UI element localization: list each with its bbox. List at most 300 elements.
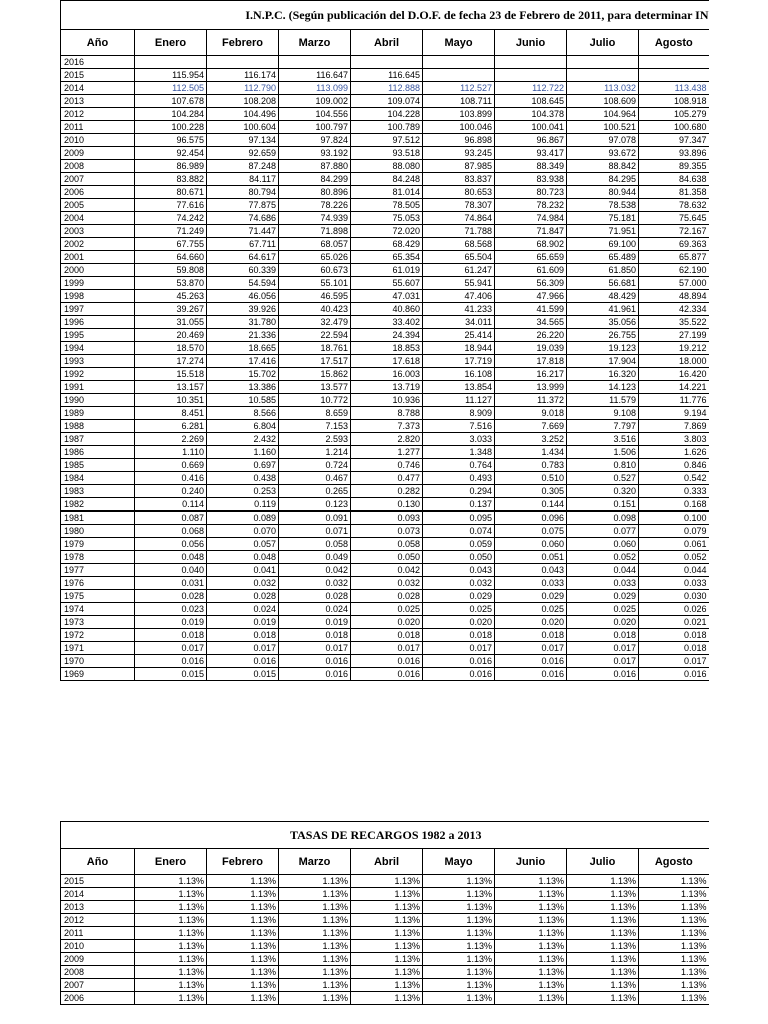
- value-cell: 17.904: [567, 355, 639, 368]
- value-cell: 47.966: [495, 290, 567, 303]
- value-cell: 0.846: [639, 459, 709, 472]
- value-cell: 1.13%: [495, 940, 567, 953]
- value-cell: 0.018: [423, 629, 495, 642]
- value-cell: 26.755: [567, 329, 639, 342]
- table-row: [61, 433, 709, 446]
- year-cell: 1991: [61, 381, 135, 394]
- year-cell: 2006: [61, 186, 135, 199]
- value-cell: 0.018: [495, 629, 567, 642]
- column-header: Abril: [351, 849, 423, 875]
- value-cell: 104.496: [207, 108, 279, 121]
- value-cell: 1.13%: [423, 940, 495, 953]
- value-cell: 17.719: [423, 355, 495, 368]
- value-cell: [495, 69, 567, 82]
- value-cell: 97.512: [351, 134, 423, 147]
- value-cell: 10.936: [351, 394, 423, 407]
- value-cell: 0.477: [351, 472, 423, 485]
- value-cell: 0.016: [279, 668, 351, 681]
- column-header: Agosto: [639, 849, 709, 875]
- year-cell: 2010: [61, 134, 135, 147]
- value-cell: 45.263: [135, 290, 207, 303]
- value-cell: 64.617: [207, 251, 279, 264]
- year-cell: 2004: [61, 212, 135, 225]
- table-row: [61, 875, 709, 888]
- value-cell: 100.228: [135, 121, 207, 134]
- value-cell: 31.780: [207, 316, 279, 329]
- value-cell: 0.018: [279, 629, 351, 642]
- year-cell: 1977: [61, 564, 135, 577]
- value-cell: 83.882: [135, 173, 207, 186]
- value-cell: 113.438: [639, 82, 709, 95]
- table-row: [61, 225, 709, 238]
- value-cell: 88.080: [351, 160, 423, 173]
- value-cell: 104.284: [135, 108, 207, 121]
- value-cell: 0.057: [207, 538, 279, 551]
- table-row: [61, 160, 709, 173]
- value-cell: 0.048: [207, 551, 279, 564]
- value-cell: 1.13%: [351, 888, 423, 901]
- value-cell: 1.13%: [279, 992, 351, 1005]
- value-cell: 0.019: [207, 616, 279, 629]
- value-cell: 1.13%: [135, 914, 207, 927]
- value-cell: 1.13%: [135, 966, 207, 979]
- value-cell: 64.660: [135, 251, 207, 264]
- column-header: Agosto: [639, 30, 709, 56]
- year-cell: 2011: [61, 927, 135, 940]
- value-cell: 0.764: [423, 459, 495, 472]
- value-cell: 80.653: [423, 186, 495, 199]
- value-cell: 1.348: [423, 446, 495, 459]
- value-cell: 11.776: [639, 394, 709, 407]
- value-cell: 0.050: [351, 551, 423, 564]
- value-cell: 84.248: [351, 173, 423, 186]
- year-cell: 1975: [61, 590, 135, 603]
- value-cell: 78.538: [567, 199, 639, 212]
- value-cell: 0.051: [495, 551, 567, 564]
- value-cell: 18.570: [135, 342, 207, 355]
- value-cell: 0.015: [207, 668, 279, 681]
- value-cell: 1.13%: [351, 953, 423, 966]
- value-cell: 0.017: [135, 642, 207, 655]
- value-cell: 0.467: [279, 472, 351, 485]
- value-cell: 0.542: [639, 472, 709, 485]
- value-cell: 14.123: [567, 381, 639, 394]
- value-cell: 1.13%: [567, 966, 639, 979]
- value-cell: 0.025: [567, 603, 639, 616]
- value-cell: 74.242: [135, 212, 207, 225]
- value-cell: 3.516: [567, 433, 639, 446]
- value-cell: 42.334: [639, 303, 709, 316]
- value-cell: 0.438: [207, 472, 279, 485]
- value-cell: 77.875: [207, 199, 279, 212]
- value-cell: 0.091: [279, 511, 351, 525]
- value-cell: 33.402: [351, 316, 423, 329]
- value-cell: 65.877: [639, 251, 709, 264]
- table-row: [61, 888, 709, 901]
- table-row: [61, 251, 709, 264]
- year-cell: 1989: [61, 407, 135, 420]
- table-row: [61, 342, 709, 355]
- table-row: [61, 901, 709, 914]
- value-cell: 100.521: [567, 121, 639, 134]
- value-cell: 0.020: [423, 616, 495, 629]
- value-cell: 1.13%: [423, 953, 495, 966]
- value-cell: 81.358: [639, 186, 709, 199]
- year-cell: 1996: [61, 316, 135, 329]
- column-header: Junio: [495, 849, 567, 875]
- value-cell: 0.100: [639, 511, 709, 525]
- value-cell: 0.783: [495, 459, 567, 472]
- value-cell: 35.522: [639, 316, 709, 329]
- value-cell: 0.016: [351, 655, 423, 668]
- value-cell: 0.060: [495, 538, 567, 551]
- table-row: [61, 290, 709, 303]
- value-cell: 92.454: [135, 147, 207, 160]
- value-cell: 2.269: [135, 433, 207, 446]
- value-cell: 1.13%: [207, 888, 279, 901]
- year-cell: 1993: [61, 355, 135, 368]
- value-cell: 0.018: [351, 629, 423, 642]
- value-cell: 65.659: [495, 251, 567, 264]
- table-row: [61, 95, 709, 108]
- value-cell: 0.075: [495, 525, 567, 538]
- value-cell: 74.864: [423, 212, 495, 225]
- table-row: [61, 564, 709, 577]
- value-cell: 1.13%: [207, 966, 279, 979]
- value-cell: [423, 56, 495, 69]
- value-cell: 22.594: [279, 329, 351, 342]
- table-row: [61, 472, 709, 485]
- column-header: Julio: [567, 30, 639, 56]
- value-cell: 18.853: [351, 342, 423, 355]
- value-cell: 0.032: [423, 577, 495, 590]
- value-cell: 109.002: [279, 95, 351, 108]
- value-cell: [351, 56, 423, 69]
- value-cell: 39.926: [207, 303, 279, 316]
- value-cell: 40.423: [279, 303, 351, 316]
- table-row: [61, 368, 709, 381]
- value-cell: 0.018: [567, 629, 639, 642]
- value-cell: 25.414: [423, 329, 495, 342]
- value-cell: 20.469: [135, 329, 207, 342]
- value-cell: 100.797: [279, 121, 351, 134]
- value-cell: [567, 56, 639, 69]
- value-cell: 1.13%: [279, 888, 351, 901]
- year-cell: 2010: [61, 940, 135, 953]
- value-cell: 0.050: [423, 551, 495, 564]
- value-cell: 1.13%: [423, 901, 495, 914]
- year-cell: 1980: [61, 525, 135, 538]
- value-cell: 16.003: [351, 368, 423, 381]
- value-cell: 1.13%: [423, 992, 495, 1005]
- year-cell: 2015: [61, 875, 135, 888]
- value-cell: 69.363: [639, 238, 709, 251]
- value-cell: 0.087: [135, 511, 207, 525]
- value-cell: 65.489: [567, 251, 639, 264]
- value-cell: 1.13%: [639, 979, 709, 992]
- value-cell: 0.095: [423, 511, 495, 525]
- value-cell: 0.033: [495, 577, 567, 590]
- inpc-table: [60, 0, 709, 681]
- value-cell: 116.174: [207, 69, 279, 82]
- value-cell: 74.939: [279, 212, 351, 225]
- year-cell: 2000: [61, 264, 135, 277]
- value-cell: 81.014: [351, 186, 423, 199]
- value-cell: 7.153: [279, 420, 351, 433]
- value-cell: 0.265: [279, 485, 351, 498]
- value-cell: 1.13%: [567, 875, 639, 888]
- value-cell: [639, 56, 709, 69]
- value-cell: 13.999: [495, 381, 567, 394]
- value-cell: 1.13%: [567, 901, 639, 914]
- table-row: [61, 485, 709, 498]
- value-cell: 6.281: [135, 420, 207, 433]
- value-cell: 0.052: [639, 551, 709, 564]
- value-cell: 84.295: [567, 173, 639, 186]
- value-cell: 11.579: [567, 394, 639, 407]
- value-cell: 48.894: [639, 290, 709, 303]
- value-cell: 84.117: [207, 173, 279, 186]
- value-cell: 0.044: [639, 564, 709, 577]
- value-cell: 1.13%: [135, 953, 207, 966]
- table-row: [61, 590, 709, 603]
- column-header: Julio: [567, 849, 639, 875]
- year-cell: 1984: [61, 472, 135, 485]
- value-cell: 3.803: [639, 433, 709, 446]
- value-cell: 0.119: [207, 498, 279, 512]
- value-cell: 3.033: [423, 433, 495, 446]
- value-cell: 1.13%: [279, 914, 351, 927]
- value-cell: 1.13%: [567, 992, 639, 1005]
- value-cell: 0.493: [423, 472, 495, 485]
- value-cell: 113.099: [279, 82, 351, 95]
- value-cell: 1.13%: [639, 927, 709, 940]
- value-cell: 97.347: [639, 134, 709, 147]
- table-row: [61, 992, 709, 1005]
- value-cell: 6.804: [207, 420, 279, 433]
- inpc-title: I.N.P.C. (Según publicación del D.O.F. de fecha 23 de Febrero de 2011, para determinar IN: [61, 1, 709, 30]
- value-cell: 67.711: [207, 238, 279, 251]
- value-cell: 0.240: [135, 485, 207, 498]
- year-cell: 1972: [61, 629, 135, 642]
- value-cell: 1.13%: [207, 927, 279, 940]
- value-cell: 55.607: [351, 277, 423, 290]
- value-cell: 41.961: [567, 303, 639, 316]
- table-row: [61, 238, 709, 251]
- table-row: [61, 551, 709, 564]
- value-cell: 1.506: [567, 446, 639, 459]
- year-cell: 2016: [61, 56, 135, 69]
- value-cell: 34.565: [495, 316, 567, 329]
- table-row: [61, 394, 709, 407]
- value-cell: 19.212: [639, 342, 709, 355]
- value-cell: 0.020: [567, 616, 639, 629]
- value-cell: 1.13%: [423, 927, 495, 940]
- table-row: [61, 979, 709, 992]
- value-cell: 0.017: [567, 642, 639, 655]
- value-cell: 0.020: [495, 616, 567, 629]
- recargos-title: TASAS DE RECARGOS 1982 a 2013: [61, 822, 709, 849]
- value-cell: 1.13%: [567, 940, 639, 953]
- value-cell: 0.018: [207, 629, 279, 642]
- value-cell: 80.794: [207, 186, 279, 199]
- value-cell: 87.985: [423, 160, 495, 173]
- year-cell: 1986: [61, 446, 135, 459]
- year-cell: 2008: [61, 966, 135, 979]
- table-row: [61, 121, 709, 134]
- value-cell: 0.043: [495, 564, 567, 577]
- value-cell: 100.604: [207, 121, 279, 134]
- value-cell: 80.896: [279, 186, 351, 199]
- value-cell: 1.13%: [423, 875, 495, 888]
- value-cell: 1.13%: [135, 888, 207, 901]
- value-cell: 61.850: [567, 264, 639, 277]
- column-header: Enero: [135, 849, 207, 875]
- column-header: Febrero: [207, 849, 279, 875]
- value-cell: 1.13%: [207, 875, 279, 888]
- table-row: [61, 329, 709, 342]
- value-cell: 17.416: [207, 355, 279, 368]
- table-row: [61, 642, 709, 655]
- value-cell: 17.274: [135, 355, 207, 368]
- value-cell: 0.079: [639, 525, 709, 538]
- value-cell: 0.059: [423, 538, 495, 551]
- year-cell: 1998: [61, 290, 135, 303]
- value-cell: 72.020: [351, 225, 423, 238]
- table-row: [61, 668, 709, 681]
- value-cell: 0.049: [279, 551, 351, 564]
- year-cell: 1979: [61, 538, 135, 551]
- value-cell: 0.058: [279, 538, 351, 551]
- value-cell: 1.110: [135, 446, 207, 459]
- value-cell: 32.479: [279, 316, 351, 329]
- value-cell: 0.077: [567, 525, 639, 538]
- value-cell: 9.108: [567, 407, 639, 420]
- value-cell: 78.232: [495, 199, 567, 212]
- year-cell: 1994: [61, 342, 135, 355]
- table-row: [61, 940, 709, 953]
- value-cell: 1.13%: [423, 979, 495, 992]
- value-cell: 1.13%: [351, 992, 423, 1005]
- value-cell: 9.194: [639, 407, 709, 420]
- value-cell: 59.808: [135, 264, 207, 277]
- recargos-header-row: [61, 849, 709, 875]
- value-cell: 71.898: [279, 225, 351, 238]
- year-cell: 1988: [61, 420, 135, 433]
- year-cell: 2006: [61, 992, 135, 1005]
- value-cell: 0.016: [135, 655, 207, 668]
- value-cell: 1.13%: [135, 992, 207, 1005]
- value-cell: 0.020: [351, 616, 423, 629]
- value-cell: 74.984: [495, 212, 567, 225]
- value-cell: 1.13%: [495, 992, 567, 1005]
- value-cell: 16.108: [423, 368, 495, 381]
- year-cell: 2007: [61, 173, 135, 186]
- value-cell: 0.043: [423, 564, 495, 577]
- table-row: [61, 303, 709, 316]
- value-cell: 68.568: [423, 238, 495, 251]
- value-cell: 103.899: [423, 108, 495, 121]
- value-cell: 0.044: [567, 564, 639, 577]
- value-cell: 1.13%: [279, 979, 351, 992]
- column-header: Abril: [351, 30, 423, 56]
- value-cell: 54.594: [207, 277, 279, 290]
- year-cell: 1999: [61, 277, 135, 290]
- value-cell: 0.048: [135, 551, 207, 564]
- year-cell: 2012: [61, 108, 135, 121]
- value-cell: 104.964: [567, 108, 639, 121]
- value-cell: 46.595: [279, 290, 351, 303]
- value-cell: 113.032: [567, 82, 639, 95]
- column-header: Año: [61, 30, 135, 56]
- table-row: [61, 407, 709, 420]
- value-cell: 89.355: [639, 160, 709, 173]
- year-cell: 1981: [61, 511, 135, 525]
- value-cell: 13.719: [351, 381, 423, 394]
- year-cell: 2014: [61, 888, 135, 901]
- table-row: [61, 498, 709, 512]
- value-cell: 18.761: [279, 342, 351, 355]
- value-cell: 1.13%: [207, 953, 279, 966]
- value-cell: 68.057: [279, 238, 351, 251]
- value-cell: 1.13%: [639, 888, 709, 901]
- value-cell: 1.13%: [423, 966, 495, 979]
- recargos-table: [60, 821, 709, 1005]
- value-cell: 115.954: [135, 69, 207, 82]
- value-cell: 10.585: [207, 394, 279, 407]
- value-cell: 71.951: [567, 225, 639, 238]
- inpc-body: [61, 56, 709, 681]
- value-cell: 0.026: [639, 603, 709, 616]
- value-cell: 1.626: [639, 446, 709, 459]
- value-cell: 1.13%: [495, 953, 567, 966]
- value-cell: 75.645: [639, 212, 709, 225]
- value-cell: 0.019: [135, 616, 207, 629]
- value-cell: 108.645: [495, 95, 567, 108]
- value-cell: 0.144: [495, 498, 567, 512]
- value-cell: 112.888: [351, 82, 423, 95]
- value-cell: 1.13%: [135, 901, 207, 914]
- value-cell: 13.854: [423, 381, 495, 394]
- value-cell: 1.13%: [567, 888, 639, 901]
- value-cell: 0.070: [207, 525, 279, 538]
- value-cell: 0.033: [567, 577, 639, 590]
- value-cell: 0.021: [639, 616, 709, 629]
- value-cell: 17.517: [279, 355, 351, 368]
- table-row: [61, 134, 709, 147]
- value-cell: 13.577: [279, 381, 351, 394]
- value-cell: 1.13%: [135, 979, 207, 992]
- value-cell: 1.13%: [279, 875, 351, 888]
- value-cell: 9.018: [495, 407, 567, 420]
- value-cell: 1.13%: [351, 966, 423, 979]
- year-cell: 1970: [61, 655, 135, 668]
- value-cell: 1.13%: [135, 940, 207, 953]
- column-header: Mayo: [423, 30, 495, 56]
- value-cell: 0.017: [207, 642, 279, 655]
- value-cell: 15.862: [279, 368, 351, 381]
- year-cell: 1978: [61, 551, 135, 564]
- value-cell: 61.609: [495, 264, 567, 277]
- value-cell: 2.593: [279, 433, 351, 446]
- year-cell: 1983: [61, 485, 135, 498]
- value-cell: 0.017: [495, 642, 567, 655]
- value-cell: 0.018: [639, 642, 709, 655]
- value-cell: 1.13%: [351, 940, 423, 953]
- value-cell: 1.13%: [135, 875, 207, 888]
- value-cell: 18.944: [423, 342, 495, 355]
- value-cell: 105.279: [639, 108, 709, 121]
